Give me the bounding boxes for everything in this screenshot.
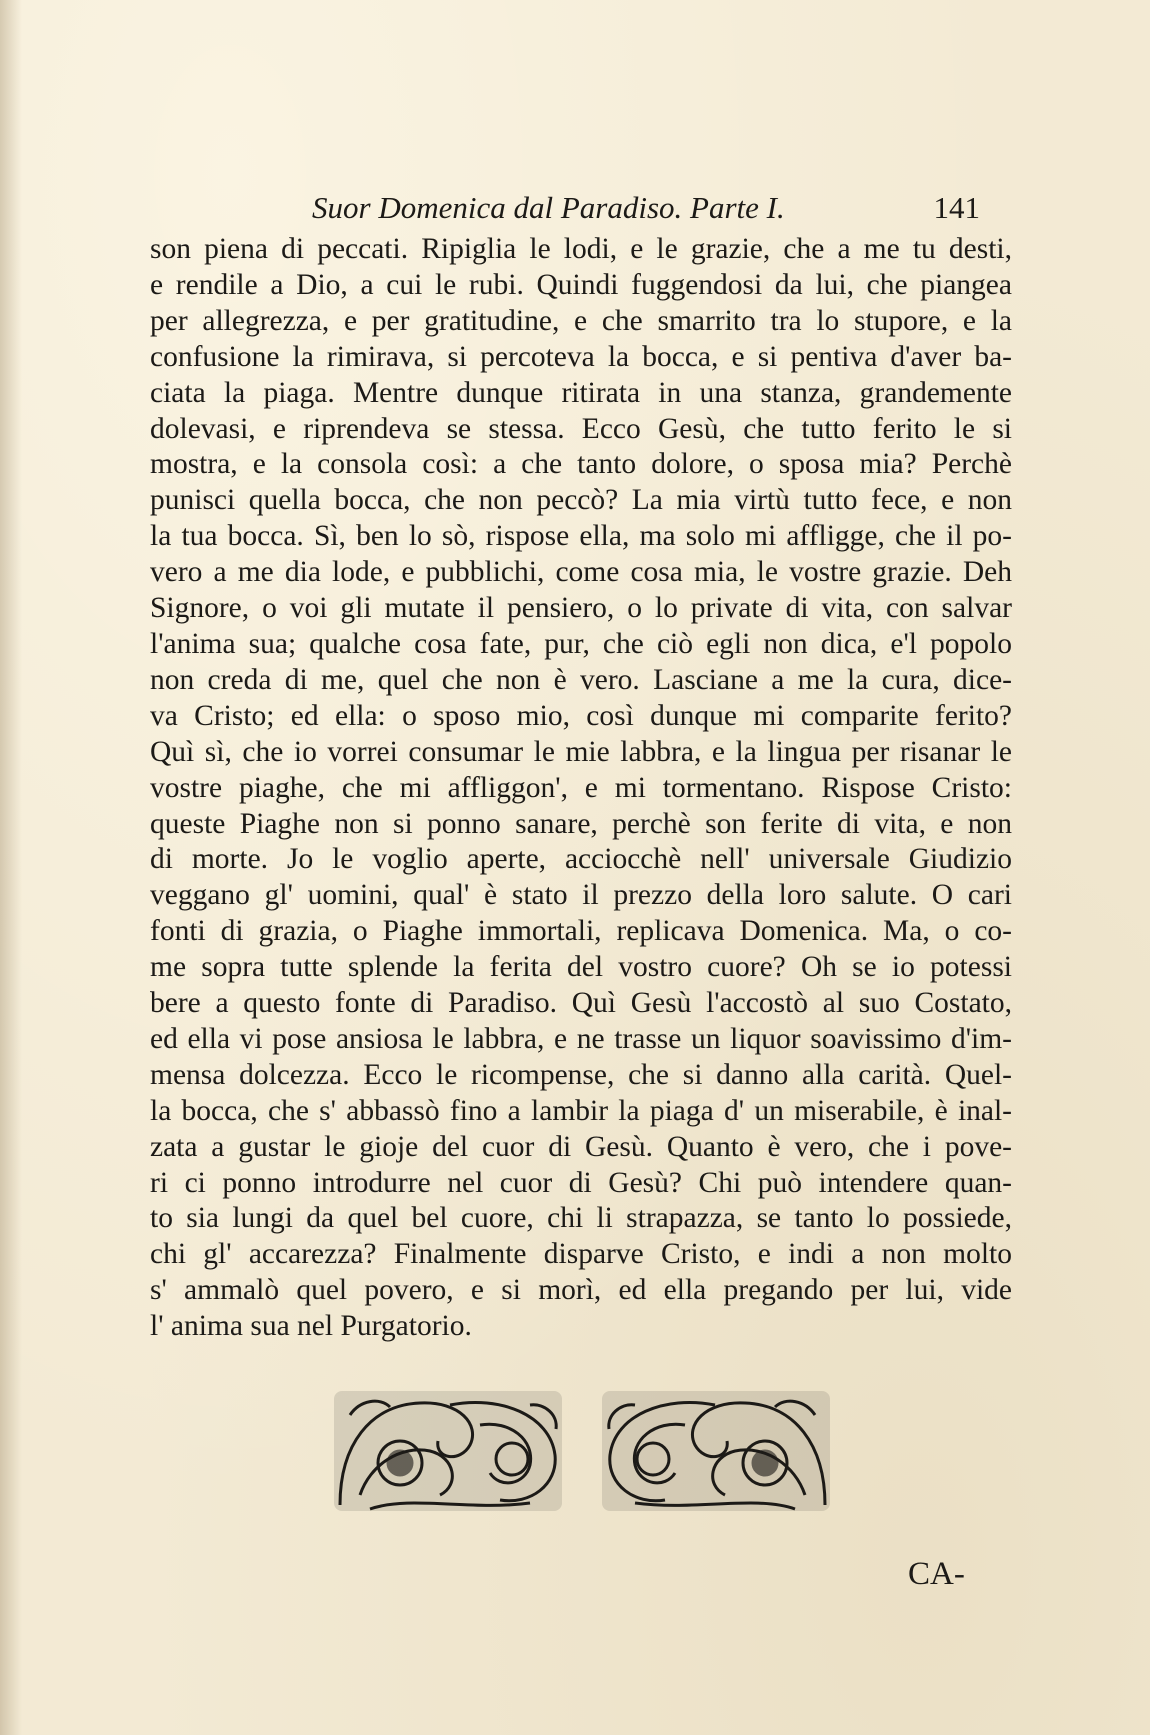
text-line: Signore, o voi gli mutate il pensiero, o lo private di vita, con salvar <box>150 592 1012 625</box>
running-title: Suor Domenica dal Paradiso. Parte I. <box>312 190 785 225</box>
text-line: punisci quella bocca, che non peccò? La mia virtù tutto fece, e non <box>150 484 1012 517</box>
text-line: veggano gl' uomini, qual' è stato il prezzo della loro salute. O cari <box>150 879 1012 912</box>
text-line: l'anima sua; qualche cosa fate, pur, che ciò egli non dica, e'l popolo <box>150 627 1012 660</box>
text-line: e rendile a Dio, a cui le rubi. Quindi fuggendosi da lui, che piangea <box>150 268 1012 301</box>
text-line: son piena di peccati. Ripiglia le lodi, e le grazie, che a me tu desti, <box>150 233 1012 265</box>
text-line: l' anima sua nel Purgatorio. <box>150 1310 472 1343</box>
text-line: dolevasi, e riprendeva se stessa. Ecco Gesù, che tutto ferito le si <box>150 412 1012 445</box>
text-line: me sopra tutte splende la ferita del vostro cuore? Oh se io potessi <box>150 951 1012 984</box>
text-line: fonti di grazia, o Piaghe immortali, replicava Domenica. Ma, o co- <box>150 915 1012 948</box>
page-header <box>312 190 980 230</box>
body-text <box>150 232 1012 1345</box>
text-line: bere a questo fonte di Paradiso. Quì Gesù l'accostò al suo Costato, <box>150 987 1012 1020</box>
text-line: la bocca, che s' abbassò fino a lambir la piaga d' un miserabile, è inal- <box>150 1094 1012 1127</box>
text-line: s' ammalò quel povero, e si morì, ed ella pregando per lui, vide <box>150 1274 1012 1307</box>
text-line: to sia lungi da quel bel cuore, chi li strapazza, se tanto lo possiede, <box>150 1202 1012 1235</box>
text-line: va Cristo; ed ella: o sposo mio, così dunque mi comparite ferito? <box>150 699 1012 732</box>
text-line: ed ella vi pose ansiosa le labbra, e ne trasse un liquor soavissimo d'im- <box>150 1022 1012 1055</box>
text-line: di morte. Jo le voglio aperte, acciocchè nell' universale Giudizio <box>150 843 1012 876</box>
ornament-tailpiece <box>330 1385 835 1517</box>
text-line: queste Piaghe non si ponno sanare, perchè son ferite di vita, e non <box>150 807 1012 840</box>
text-line: ri ci ponno introdurre nel cuor di Gesù? Chi può intendere quan- <box>150 1166 1012 1199</box>
text-line: confusione la rimirava, si percoteva la bocca, e si pentiva d'aver ba- <box>150 340 1012 373</box>
text-line: zata a gustar le gioje del cuor di Gesù. Quanto è vero, che i pove- <box>150 1130 1012 1163</box>
spine-shadow <box>0 0 22 1735</box>
text-line: vero a me dia lode, e pubblichi, come cosa mia, le vostre grazie. Deh <box>150 556 1012 589</box>
text-line: non creda di me, quel che non è vero. Lasciane a me la cura, dice- <box>150 663 1012 696</box>
text-line: Quì sì, che io vorrei consumar le mie labbra, e la lingua per risanar le <box>150 735 1012 768</box>
text-line: ciata la piaga. Mentre dunque ritirata in una stanza, grandemente <box>150 376 1012 409</box>
page-number: 141 <box>933 190 980 225</box>
text-line: mostra, e la consola così: a che tanto dolore, o sposa mia? Perchè <box>150 448 1012 481</box>
text-line: chi gl' accarezza? Finalmente disparve Cristo, e indi a non molto <box>150 1238 1012 1271</box>
text-line: per allegrezza, e per gratitudine, e che smarrito tra lo stupore, e la <box>150 304 1012 337</box>
catchword: CA- <box>908 1556 965 1592</box>
text-line: mensa dolcezza. Ecco le ricompense, che si danno alla carità. Quel- <box>150 1058 1012 1091</box>
text-line: la tua bocca. Sì, ben lo sò, rispose ella, ma solo mi affligge, che il po- <box>150 520 1012 553</box>
text-line: vostre piaghe, che mi affliggon', e mi tormentano. Rispose Cristo: <box>150 771 1012 804</box>
